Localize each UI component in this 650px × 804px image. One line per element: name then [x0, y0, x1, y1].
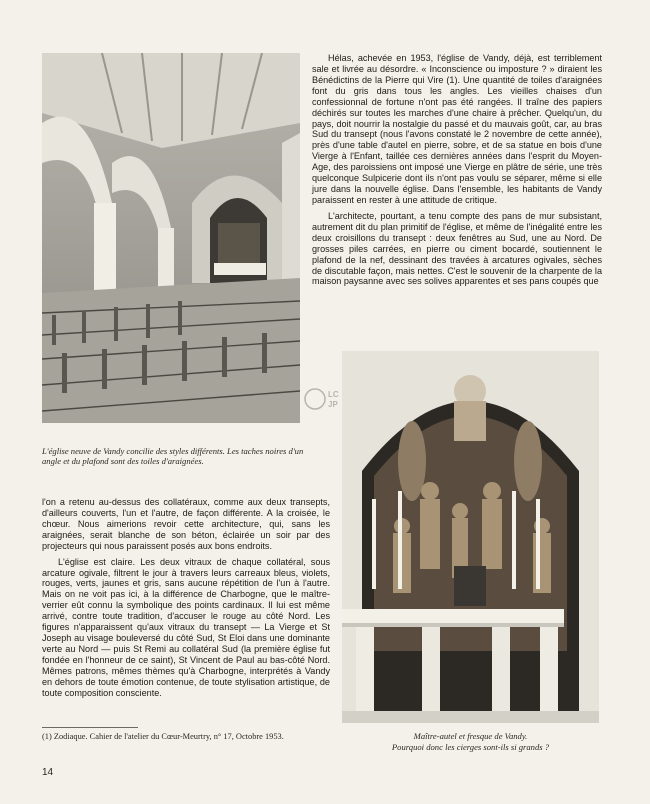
- altar-fresco-photo: [342, 351, 599, 723]
- article-column-right: [312, 53, 602, 292]
- article-paragraph: L'église est claire. Les deux vitraux de chaque collatéral, sous arcature ogivale, filtrent le jour à travers leurs carreaux bleus, violets, rouges, verts, jaunes et gris, sans aucune répétition de l'un à l'autre. Mais on ne voit pas ici, à la différence de Charbogne, que le maître-verrier eût connu la symbolique des points cardinaux. Il lui est même arrivé, contre toute tradition, d'accuser le rouge au côté Nord. Les figures n'apparaissent qu'aux vitraux du transept — La Vierge et St Joseph au visage bouleversé du côté Sud, St Eloi dans une dominante verte au Nord — puis St Remi au collatéral Sud (la première église fut fondée en l'honneur de ce saint), St Vincent de Paul au bas-côté Nord. Mêmes patrons, mêmes thèmes qu'à Charbogne, interprétés à Vandy en dehors de toute émotion contenue, de toute stylisation artistique, de toute composition consciente.: [42, 556, 330, 698]
- article-paragraph: Hélas, achevée en 1953, l'église de Vandy, déjà, est terriblement sale et livrée au désordre. « Inconscience ou imposture ? » diraient les Bénédictins de la Pierre qui Vire (1). Une quantité de toiles d'araignées font du gris dans tous les angles. Les vieilles chaises d'un confessionnal de fortune n'ont pas été rangées. Il traîne des papiers déchirés sur toutes les marches d'une chaire à prêcher. Quelqu'un, du pays, doit nourrir la nostalgie du passé et du mauvais goût, car, au bras Sud du transept (nous l'avons constaté le 2 novembre de cette année), près d'une table d'autel en pierre, sobre, et de sa statue en bois d'une Vierge à l'Enfant, taillée ces dernières années dans l'esprit du Moyen-Age, des paroissiens ont imposé une Vierge en plâtre de série, une très quelconque Sulpicerie dont ils n'ont pas voulu se séparer, même si elle jure dans la nouvelle église. Dans l'ensemble, les habitants de Vandy paraissent en rester à une attitude de critique.: [312, 53, 602, 205]
- article-column-left: [42, 497, 330, 704]
- library-stamp-icon: [304, 386, 344, 412]
- footnote: (1) Zodiaque. Cahier de l'atelier du Cœur-Meurtry, n° 17, Octobre 1953.: [42, 732, 284, 741]
- altar-photo-caption: [342, 731, 599, 752]
- footnote-rule: [42, 727, 138, 728]
- article-paragraph: L'architecte, pourtant, a tenu compte des pans de mur subsistant, autrement dit du plan primitif de l'église, et même de l'inégalité entre les deux croisillons du transept : deux fenêtres au Sud, une au Nord. De grosses piles carrées, en pierre ou ciment bocardé, soutiennent le plafond de la nef, dessinant des travées à arcatures ogivales, sèches de discutable façon, mais nettes. C'est le souvenir de la charpente de la maison paysanne avec ses solives apparentes et ses pans coupés que: [312, 210, 602, 287]
- page-number: 14: [42, 767, 54, 778]
- nave-photo-caption: L'église neuve de Vandy concilie des styles différents. Les taches noires d'un angle et du plafond sont des toiles d'araignées.: [42, 445, 304, 467]
- svg-text:LC: LC: [328, 390, 339, 399]
- nave-photo: [42, 53, 300, 423]
- article-paragraph: l'on a retenu au-dessus des collatéraux, comme aux deux transepts, d'ailleurs couverts, l'un et l'autre, de façon différente. A la croisée, le chœur. Nous aimerions revoir cette architecture, qui, sans les araignées, serait blanche de son béton, éclairée un soir par des projecteurs qui nous paraissent posés aux bons endroits.: [42, 497, 330, 551]
- svg-text:JP: JP: [328, 400, 338, 409]
- altar-caption-line-1: Maître-autel et fresque de Vandy.: [413, 731, 528, 741]
- altar-caption-line-2: Pourquoi donc les cierges sont-ils si grands ?: [391, 741, 550, 752]
